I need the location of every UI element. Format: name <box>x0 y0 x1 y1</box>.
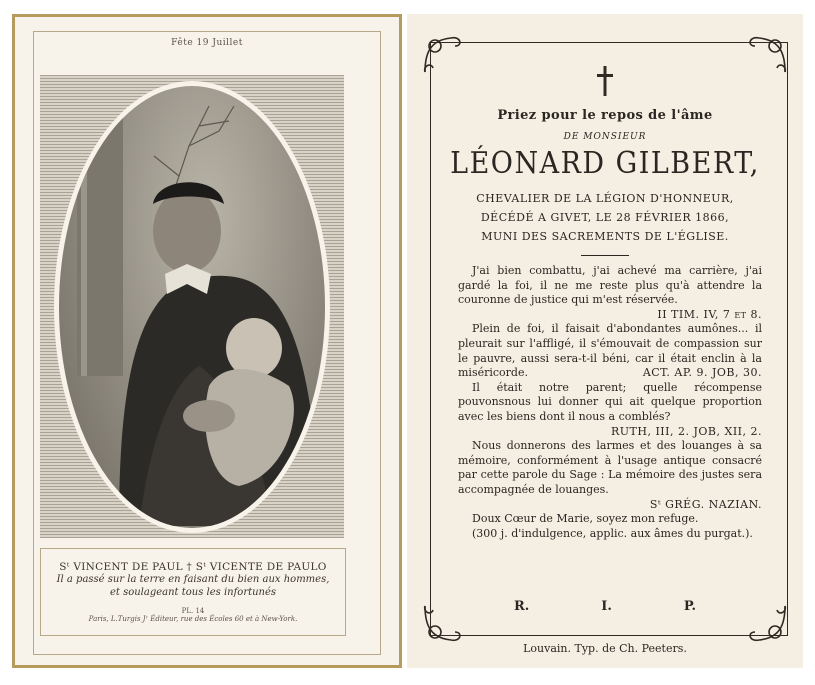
scripture-block <box>458 264 762 541</box>
paragraph-2 <box>458 322 762 380</box>
corner-ornament-icon <box>421 32 465 76</box>
death-date-place: DÉCÉDÉ A GIVET, LE 28 FÉVRIER 1866, <box>480 211 730 224</box>
honor-title: CHEVALIER DE LA LÉGION D'HONNEUR, <box>476 192 734 205</box>
paragraph-1: J'ai bien combattu, j'ai achevé ma carrière, j'ai gardé la foi, il ne me reste plus qu'à attendre la couronne de justice qui m'est réservée. <box>458 264 762 307</box>
paragraph-3: Il était notre parent; quelle récompense pouvonsnous lui donner qui ait quelque proportion avec les biens dont il nous a comblés? <box>458 380 762 423</box>
prayer-heading: Priez pour le repos de l'âme <box>497 108 713 123</box>
paragraph-2-text: Plein de foi, il faisait d'abondantes aumônes... il pleurait sur l'affligé, il s'émouvait de compassion sur le pauvre, aussi sera-t-il béni, car il était enclin à la miséricorde. <box>458 322 762 380</box>
saint-portrait-image <box>59 86 325 528</box>
caption-line-1: Il a passé sur la terre en faisant du bien aux hommes, <box>56 574 330 585</box>
reference-4: Sᵗ GRÉG. NAZIAN. <box>649 497 762 511</box>
memorial-card-back <box>407 14 803 668</box>
plate-number: PL. 14 <box>181 607 205 615</box>
publisher-line: Paris, L.Turgis Jʳ Éditeur, rue des Écoles 60 et à New-York. <box>88 615 298 623</box>
rip-p: P. <box>683 599 697 614</box>
feast-date: Fête 19 Juillet <box>171 38 243 48</box>
reference-2: ACT. AP. 9. JOB, 30. <box>642 366 762 380</box>
caption-panel <box>40 548 346 636</box>
invocation-line: Doux Cœur de Marie, soyez mon refuge. <box>472 512 699 526</box>
paragraph-4: Nous donnerons des larmes et des louanges à sa mémoire, conformément à l'usage antique consacré par cette parole du Sage : La mémoire des justes sera accompagnée de louanges. <box>458 439 762 496</box>
indulgence-line: (300 j. d'indulgence, applic. aux âmes du purgat.). <box>472 526 753 540</box>
reference-1: II TIM. IV, 7 et 8. <box>657 307 762 321</box>
reference-3: RUTH, III, 2. JOB, XII, 2. <box>610 424 762 438</box>
rip-i: I. <box>601 599 612 614</box>
saint-name-caption: Sᵗ VINCENT DE PAUL † Sᵗ VICENTE DE PAULO <box>59 561 327 573</box>
deceased-name: LÉONARD GILBERT, <box>450 146 760 181</box>
saint-portrait-oval <box>54 81 330 533</box>
printer-imprint: Louvain. Typ. de Ch. Peeters. <box>523 642 687 655</box>
holy-card-front <box>12 14 402 668</box>
sacraments-line: MUNI DES SACREMENTS DE L'ÉGLISE. <box>481 230 729 243</box>
rip-r: R. <box>513 599 530 614</box>
caption-line-2: et soulageant tous les infortunés <box>109 587 277 598</box>
cross-icon <box>597 66 613 96</box>
de-monsieur: DE MONSIEUR <box>563 132 647 142</box>
separator-rule <box>581 255 629 256</box>
corner-ornament-icon <box>745 32 789 76</box>
rip-line <box>407 599 803 614</box>
